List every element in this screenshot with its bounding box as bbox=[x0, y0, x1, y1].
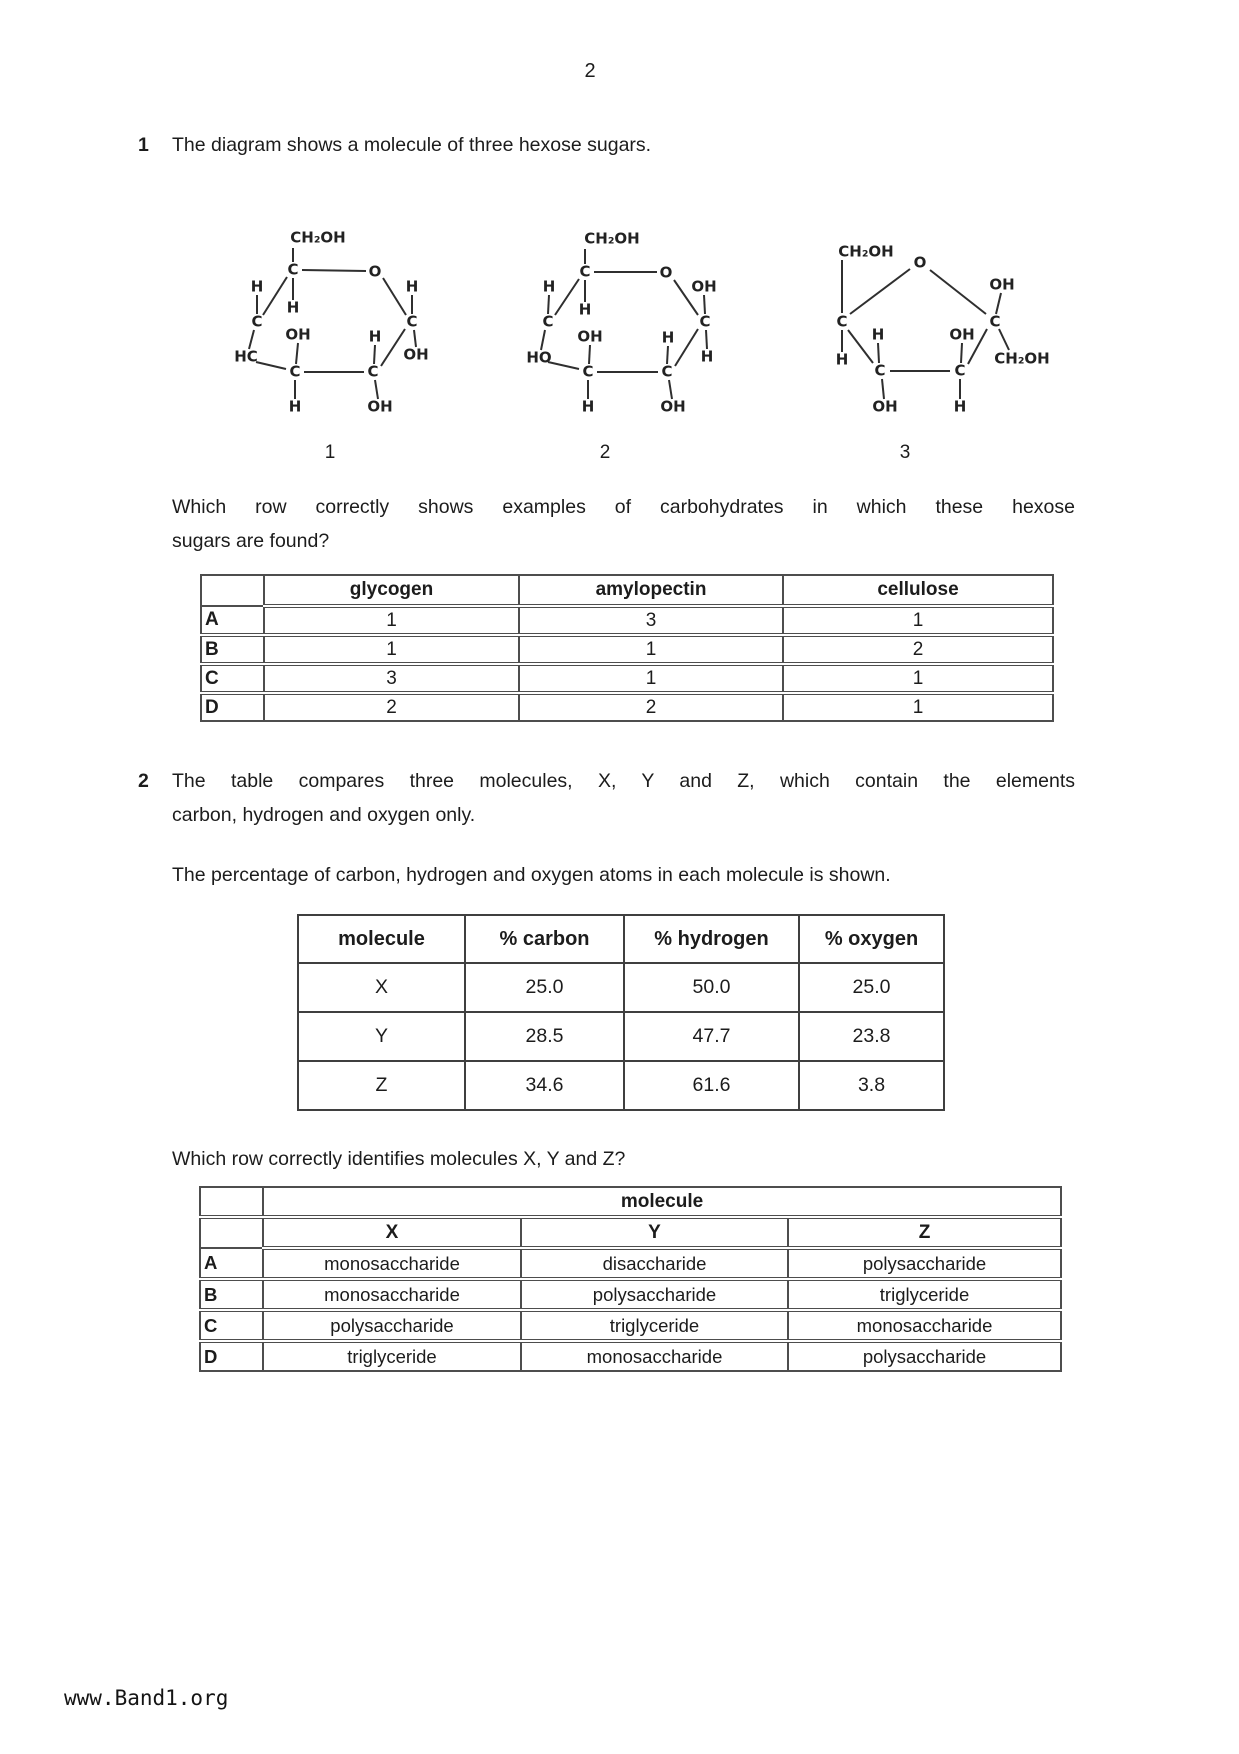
atom-label: HO bbox=[526, 348, 552, 367]
table-cell: triglyceride bbox=[788, 1279, 1061, 1310]
row-label: C bbox=[200, 1310, 263, 1341]
table-cell: 1 bbox=[783, 606, 1053, 635]
atom-label: H bbox=[953, 397, 967, 416]
bond-line bbox=[381, 329, 405, 366]
column-header: cellulose bbox=[783, 575, 1053, 606]
diagram-label-2: 2 bbox=[599, 442, 611, 463]
question-2-intro-line1: The table compares three molecules, X, Y and Z, which contain the elements bbox=[172, 770, 1075, 792]
atom-label: H bbox=[286, 298, 300, 317]
table-row bbox=[200, 1248, 1061, 1279]
molecule-structure-1 bbox=[200, 190, 460, 425]
table-cell: 3 bbox=[264, 664, 519, 693]
atom-label: C bbox=[287, 260, 299, 279]
table-cell: polysaccharide bbox=[263, 1310, 521, 1341]
atom-label: C bbox=[406, 312, 418, 331]
bond-line bbox=[256, 362, 286, 369]
table-cell: monosaccharide bbox=[263, 1248, 521, 1279]
bond-line bbox=[374, 345, 375, 364]
bond-line bbox=[667, 346, 668, 364]
atom-label: C bbox=[989, 312, 1001, 331]
atom-label: OH bbox=[691, 277, 717, 296]
table-cell: 23.8 bbox=[799, 1012, 944, 1061]
atom-label: C bbox=[367, 362, 379, 381]
atom-label: OH bbox=[285, 325, 311, 344]
question-2-intro bbox=[172, 764, 1075, 832]
page-number: 2 bbox=[584, 60, 596, 82]
molecule-cell: Z bbox=[298, 1061, 465, 1110]
question-2-prompt: Which row correctly identifies molecules X, Y and Z? bbox=[172, 1148, 626, 1170]
atom-label: H bbox=[700, 347, 714, 366]
atom-label: C bbox=[251, 312, 263, 331]
atom-label: OH bbox=[872, 397, 898, 416]
table-header-row bbox=[200, 1217, 1061, 1248]
molecule-cell: Y bbox=[298, 1012, 465, 1061]
bond-line bbox=[548, 295, 549, 314]
atom-label: H bbox=[250, 277, 264, 296]
table-cell: disaccharide bbox=[521, 1248, 788, 1279]
atom-label: O bbox=[659, 263, 673, 282]
question-1-intro-row bbox=[138, 128, 1078, 162]
group-header: molecule bbox=[263, 1187, 1061, 1217]
atom-label: H bbox=[368, 327, 382, 346]
table-cell: 1 bbox=[264, 635, 519, 664]
row-label: A bbox=[200, 1248, 263, 1279]
atom-label: H bbox=[405, 277, 419, 296]
table-cell: polysaccharide bbox=[788, 1248, 1061, 1279]
atom-label: CH₂OH bbox=[290, 228, 346, 247]
question-1-prompt-line1: Which row correctly shows examples of carbohydrates in which these hexose bbox=[172, 496, 1075, 518]
column-header: Z bbox=[788, 1217, 1061, 1248]
bond-line bbox=[302, 270, 366, 271]
table-row bbox=[200, 1310, 1061, 1341]
atom-label: CH₂OH bbox=[584, 229, 640, 248]
row-label: D bbox=[200, 1341, 263, 1371]
bond-line bbox=[375, 380, 378, 399]
table-row bbox=[200, 1341, 1061, 1371]
question-1-prompt-line2: sugars are found? bbox=[172, 530, 330, 552]
row-label: C bbox=[201, 664, 264, 693]
q2-data-table bbox=[297, 914, 945, 1111]
row-label: D bbox=[201, 693, 264, 721]
table-header-row bbox=[298, 915, 944, 963]
diagram-label-3: 3 bbox=[899, 442, 911, 463]
atom-label: C bbox=[836, 312, 848, 331]
atom-label: C bbox=[579, 262, 591, 281]
table-cell: 1 bbox=[519, 635, 783, 664]
column-header: molecule bbox=[298, 915, 465, 963]
table-cell: monosaccharide bbox=[788, 1310, 1061, 1341]
atom-label: HC bbox=[234, 347, 258, 366]
q2-answer-table bbox=[199, 1186, 1062, 1372]
atom-label: C bbox=[582, 362, 594, 381]
table-cell: 2 bbox=[519, 693, 783, 721]
atom-label: C bbox=[699, 312, 711, 331]
bond-line bbox=[263, 277, 287, 315]
bond-line bbox=[878, 343, 879, 363]
atom-label: CH₂OH bbox=[994, 349, 1050, 368]
bond-line bbox=[704, 295, 705, 314]
column-header: % oxygen bbox=[799, 915, 944, 963]
diagrams bbox=[0, 190, 1239, 470]
atom-label: H bbox=[661, 328, 675, 347]
question-2-intro-row bbox=[138, 764, 1078, 832]
atom-label: CH₂OH bbox=[838, 242, 894, 261]
bond-line bbox=[706, 330, 707, 349]
molecule-structure-3 bbox=[740, 190, 1070, 425]
table-cell: 61.6 bbox=[624, 1061, 799, 1110]
table-row bbox=[201, 664, 1053, 693]
bond-line bbox=[930, 270, 986, 314]
table-cell: 3.8 bbox=[799, 1061, 944, 1110]
bond-line bbox=[383, 278, 406, 315]
table-cell: 28.5 bbox=[465, 1012, 624, 1061]
question-1-intro: The diagram shows a molecule of three hexose sugars. bbox=[172, 134, 652, 156]
question-2-intro-line2: carbon, hydrogen and oxygen only. bbox=[172, 804, 476, 826]
footer-url: www.Band1.org bbox=[64, 1686, 229, 1710]
column-header: glycogen bbox=[264, 575, 519, 606]
table-row bbox=[298, 1061, 944, 1110]
table-cell: 25.0 bbox=[465, 963, 624, 1012]
table-cell: 1 bbox=[783, 693, 1053, 721]
atom-label: H bbox=[578, 300, 592, 319]
column-header: Y bbox=[521, 1217, 788, 1248]
question-1-number: 1 bbox=[138, 134, 149, 156]
q2-percent-line: The percentage of carbon, hydrogen and oxygen atoms in each molecule is shown. bbox=[172, 864, 891, 886]
atom-label: OH bbox=[989, 275, 1015, 294]
atom-label: C bbox=[289, 362, 301, 381]
table-header-row bbox=[201, 575, 1053, 606]
question-2-number: 2 bbox=[138, 770, 149, 792]
bond-line bbox=[589, 345, 590, 364]
bond-line bbox=[882, 379, 884, 399]
diagram-label-1: 1 bbox=[324, 442, 336, 463]
atom-label: C bbox=[954, 361, 966, 380]
corner-cell bbox=[201, 575, 264, 606]
table-cell: polysaccharide bbox=[788, 1341, 1061, 1371]
atom-label: H bbox=[871, 325, 885, 344]
column-header: amylopectin bbox=[519, 575, 783, 606]
table-cell: 2 bbox=[783, 635, 1053, 664]
bond-line bbox=[555, 279, 579, 315]
bond-line bbox=[848, 330, 873, 363]
column-header: X bbox=[263, 1217, 521, 1248]
atom-label: H bbox=[288, 397, 302, 416]
corner-cell bbox=[200, 1217, 263, 1248]
table-cell: triglyceride bbox=[521, 1310, 788, 1341]
bond-line bbox=[296, 343, 298, 364]
table-cell: monosaccharide bbox=[521, 1341, 788, 1371]
bond-line bbox=[850, 269, 910, 314]
table-row bbox=[298, 963, 944, 1012]
row-label: A bbox=[201, 606, 264, 635]
question-1-prompt bbox=[172, 490, 1075, 558]
table-cell: polysaccharide bbox=[521, 1279, 788, 1310]
molecule-structure-2 bbox=[470, 190, 740, 425]
table-cell: 1 bbox=[519, 664, 783, 693]
table-cell: 50.0 bbox=[624, 963, 799, 1012]
table-cell: 3 bbox=[519, 606, 783, 635]
atom-label: C bbox=[874, 361, 886, 380]
atom-label: OH bbox=[577, 327, 603, 346]
bond-line bbox=[541, 330, 545, 350]
bond-line bbox=[548, 362, 579, 369]
atom-label: O bbox=[368, 262, 382, 281]
atom-label: C bbox=[661, 362, 673, 381]
table-row bbox=[201, 693, 1053, 721]
atom-label: H bbox=[542, 277, 556, 296]
row-label: B bbox=[200, 1279, 263, 1310]
table-row bbox=[298, 1012, 944, 1061]
table-cell: 25.0 bbox=[799, 963, 944, 1012]
table-cell: 2 bbox=[264, 693, 519, 721]
bond-line bbox=[996, 293, 1001, 314]
column-header: % hydrogen bbox=[624, 915, 799, 963]
atom-label: OH bbox=[949, 325, 975, 344]
table-cell: monosaccharide bbox=[263, 1279, 521, 1310]
atom-label: C bbox=[542, 312, 554, 331]
table-cell: 47.7 bbox=[624, 1012, 799, 1061]
table-group-header-row bbox=[200, 1187, 1061, 1217]
atom-label: O bbox=[913, 253, 927, 272]
bond-line bbox=[249, 330, 254, 349]
row-label: B bbox=[201, 635, 264, 664]
column-header: % carbon bbox=[465, 915, 624, 963]
table-cell: 34.6 bbox=[465, 1061, 624, 1110]
table-row bbox=[201, 606, 1053, 635]
bond-line bbox=[999, 329, 1009, 350]
bond-line bbox=[961, 343, 962, 363]
q1-answer-table bbox=[200, 574, 1054, 722]
bond-line bbox=[669, 380, 672, 399]
table-row bbox=[201, 635, 1053, 664]
atom-label: OH bbox=[660, 397, 686, 416]
table-cell: triglyceride bbox=[263, 1341, 521, 1371]
bond-line bbox=[675, 329, 698, 366]
bond-line bbox=[414, 330, 416, 347]
molecule-cell: X bbox=[298, 963, 465, 1012]
table-cell: 1 bbox=[783, 664, 1053, 693]
atom-label: H bbox=[835, 350, 849, 369]
atom-label: OH bbox=[367, 397, 393, 416]
table-cell: 1 bbox=[264, 606, 519, 635]
corner-cell bbox=[200, 1187, 263, 1217]
atom-label: H bbox=[581, 397, 595, 416]
atom-label: OH bbox=[403, 345, 429, 364]
table-row bbox=[200, 1279, 1061, 1310]
